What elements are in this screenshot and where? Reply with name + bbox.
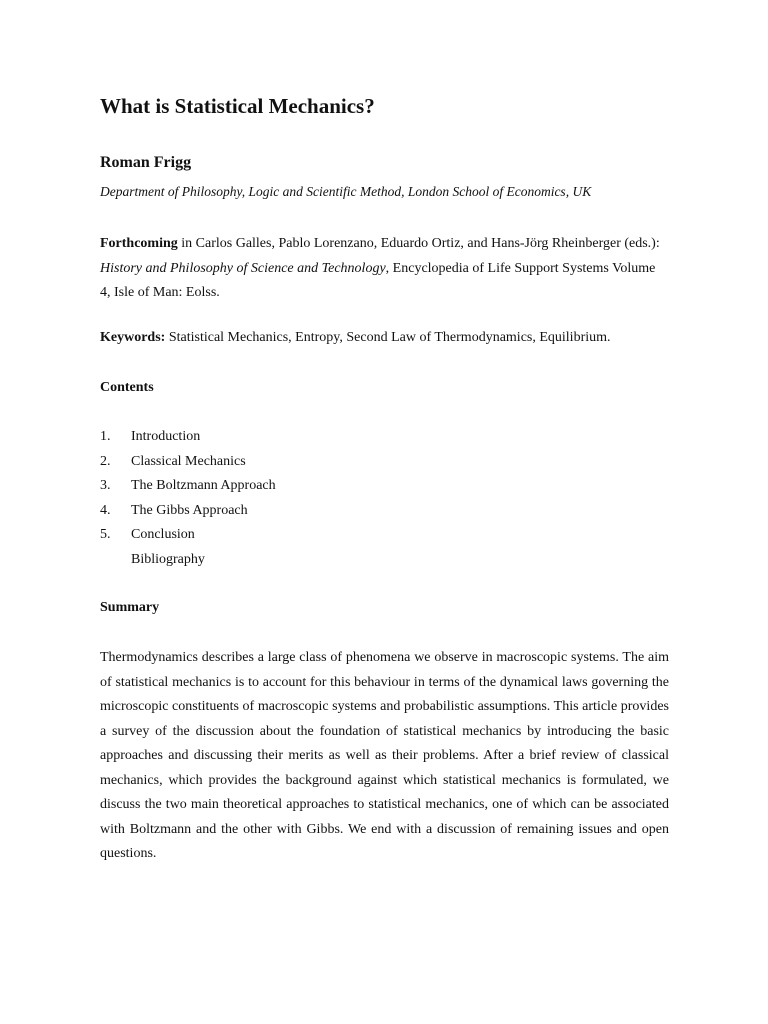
toc-bibliography-label: Bibliography: [131, 551, 205, 567]
toc-item: [100, 477, 276, 502]
toc-item-number: 1.: [100, 429, 111, 444]
author-affiliation: Department of Philosophy, Logic and Scientific Method, London School of Economics, UK: [100, 184, 592, 199]
author-name: Roman Frigg: [100, 154, 192, 171]
contents-heading: Contents: [100, 380, 154, 395]
forthcoming-label: Forthcoming: [100, 236, 178, 251]
keywords-label: Keywords:: [100, 330, 166, 345]
publication-book-title: History and Philosophy of Science and Technology: [100, 260, 386, 276]
summary-paragraph: Thermodynamics describes a large class of phenomena we observe in macroscopic systems. The aim of statistical mechanics is to account for this behaviour in terms of the dynamical laws governing the microscopic constituents of macroscopic systems and probabilistic assumptions. This article provides a survey of the discussion about the foundation of statistical mechanics by introducing the basic approaches and discussing their merits as well as their problems. After a brief review of classical mechanics, which provides the background against which statistical mechanics is formulated, we discuss the two main theoretical approaches to statistical mechanics, one of which can be associated with Boltzmann and the other with Gibbs. We end with a discussion of remaining issues and open questions.: [100, 650, 669, 861]
toc-item-number: 2.: [100, 453, 111, 469]
toc-item: [100, 502, 276, 527]
publication-note: [100, 232, 669, 306]
toc-item-bibliography: [100, 551, 276, 576]
table-of-contents: [100, 428, 276, 575]
toc-item: [100, 453, 276, 478]
keywords-text: Statistical Mechanics, Entropy, Second Law of Thermodynamics, Equilibrium.: [165, 330, 611, 345]
paper-title: What is Statistical Mechanics?: [100, 94, 375, 118]
summary-heading: Summary: [100, 600, 160, 615]
toc-item-number: 4.: [100, 502, 111, 518]
toc-item-label: The Boltzmann Approach: [131, 478, 276, 493]
toc-item-label: Conclusion: [131, 527, 195, 542]
keywords-line: [100, 330, 611, 346]
toc-item-label: Classical Mechanics: [131, 453, 246, 469]
toc-item-label: Introduction: [131, 429, 201, 444]
toc-item-number: 3.: [100, 478, 111, 493]
toc-item: [100, 526, 276, 551]
toc-item: [100, 428, 276, 453]
toc-item-number: 5.: [100, 527, 111, 542]
toc-item-label: The Gibbs Approach: [131, 502, 248, 518]
publication-editors: in Carlos Galles, Pablo Lorenzano, Eduardo Ortiz, and Hans-Jörg Rheinberger (eds.):: [177, 236, 660, 251]
publication-series: , Encyclopedia of Life Support Systems Volume 4, Isle of Man: Eolss.: [100, 260, 656, 300]
